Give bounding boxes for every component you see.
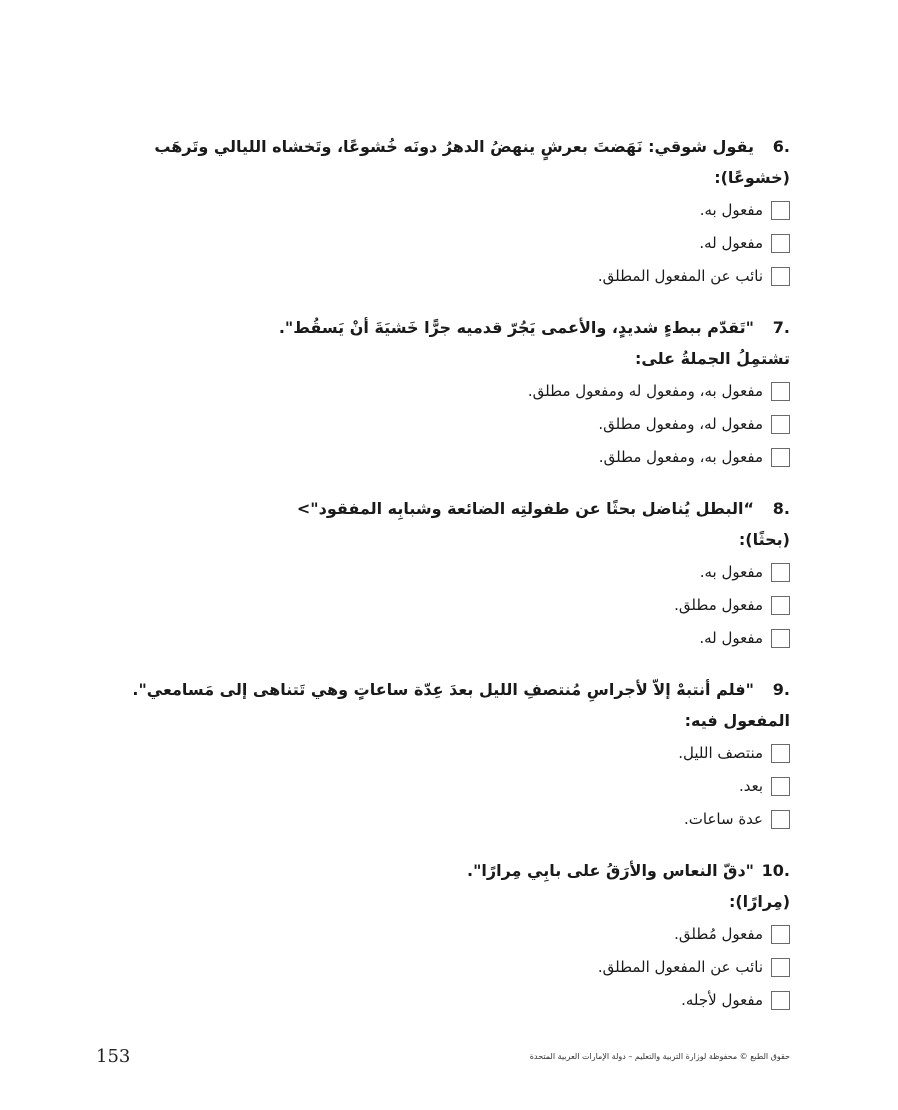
question-8 — [190, 494, 790, 655]
checkbox[interactable] — [771, 448, 790, 467]
answer-option[interactable] — [190, 984, 790, 1017]
checkbox[interactable] — [771, 563, 790, 582]
answer-option[interactable] — [190, 408, 790, 441]
option-label: بعد. — [738, 777, 763, 795]
checkbox[interactable] — [771, 925, 790, 944]
question-text: يقول شوقي: نَهَضتَ بعرشٍ ينهضُ الدهرُ دونَه خُشوعًا، وتَخشاه الليالي وتَرهَب — [154, 137, 754, 156]
question-number: 7. — [772, 318, 790, 337]
question-number: 10. — [761, 861, 790, 880]
checkbox[interactable] — [771, 810, 790, 829]
question-prompt: (مِرارًا): — [728, 892, 790, 911]
question-line — [190, 494, 790, 524]
option-label: مفعول له. — [699, 234, 763, 252]
answer-option[interactable] — [190, 589, 790, 622]
answer-option[interactable] — [190, 441, 790, 474]
question-number: 6. — [772, 137, 790, 156]
checkbox[interactable] — [771, 629, 790, 648]
question-prompt: (بحثًا): — [738, 530, 790, 549]
answer-option[interactable] — [190, 770, 790, 803]
checkbox[interactable] — [771, 777, 790, 796]
question-prompt: تشتمِلُ الجملةُ على: — [635, 349, 790, 368]
option-label: نائب عن المفعول المطلق. — [597, 958, 763, 976]
answer-option[interactable] — [190, 375, 790, 408]
option-label: مفعول مطلق. — [674, 596, 763, 614]
option-label: مفعول له. — [699, 629, 763, 647]
checkbox[interactable] — [771, 991, 790, 1010]
question-10 — [190, 856, 790, 1017]
answer-option[interactable] — [190, 227, 790, 260]
option-label: مفعول لأجله. — [681, 991, 763, 1009]
question-prompt: المفعول فيه: — [684, 711, 790, 730]
question-line — [190, 856, 790, 886]
checkbox[interactable] — [771, 596, 790, 615]
question-line — [132, 675, 790, 705]
option-label: مفعول به، ومفعول مطلق. — [598, 448, 763, 466]
checkbox[interactable] — [771, 415, 790, 434]
copyright-notice: حقوق الطبع © محفوظة لوزارة التربية والتعليم – دولة الإمارات العربية المتحدة — [529, 1052, 790, 1061]
question-7 — [190, 313, 790, 474]
question-number: 8. — [772, 499, 790, 518]
checkbox[interactable] — [771, 267, 790, 286]
option-label: مفعول مُطلق. — [674, 925, 763, 943]
answer-option[interactable] — [190, 737, 790, 770]
option-label: مفعول به، ومفعول له ومفعول مطلق. — [527, 382, 763, 400]
option-label: مفعول له، ومفعول مطلق. — [598, 415, 763, 433]
question-text: "تَقدّم ببطءٍ شديدٍ، والأعمى يَجُرّ قدميه جرًّا خَشيَةَ أنْ يَسقُط". — [278, 318, 754, 337]
question-9 — [132, 675, 790, 836]
checkbox[interactable] — [771, 744, 790, 763]
option-label: مفعول به. — [699, 563, 763, 581]
answer-option[interactable] — [190, 918, 790, 951]
question-line — [154, 132, 790, 162]
option-label: منتصف الليل. — [678, 744, 763, 762]
checkbox[interactable] — [771, 234, 790, 253]
option-label: نائب عن المفعول المطلق. — [597, 267, 763, 285]
answer-option[interactable] — [190, 260, 790, 293]
checkbox[interactable] — [771, 958, 790, 977]
question-text: "دقّ النعاس والأرَقُ على بابِي مِرارًا". — [466, 861, 754, 880]
question-number: 9. — [772, 680, 790, 699]
question-6 — [154, 132, 790, 293]
question-line — [190, 313, 790, 343]
question-prompt: (خشوعًا): — [714, 168, 790, 187]
option-label: مفعول به. — [699, 201, 763, 219]
answer-option[interactable] — [190, 951, 790, 984]
checkbox[interactable] — [771, 201, 790, 220]
answer-option[interactable] — [190, 622, 790, 655]
page-number: 153 — [96, 1046, 131, 1067]
answer-option[interactable] — [190, 803, 790, 836]
option-label: عدة ساعات. — [684, 810, 763, 828]
question-text: “البطل يُناضل بحثًا عن طفولتِه الضائعة وشبابِه المفقود"> — [296, 499, 754, 518]
answer-option[interactable] — [190, 194, 790, 227]
answer-option[interactable] — [190, 556, 790, 589]
question-text: "فلم أنتبهْ إلاّ لأجراسِ مُنتصفِ الليل بعدَ عِدّة ساعاتٍ وهي تَتناهى إلى مَسامعي". — [132, 680, 754, 699]
checkbox[interactable] — [771, 382, 790, 401]
